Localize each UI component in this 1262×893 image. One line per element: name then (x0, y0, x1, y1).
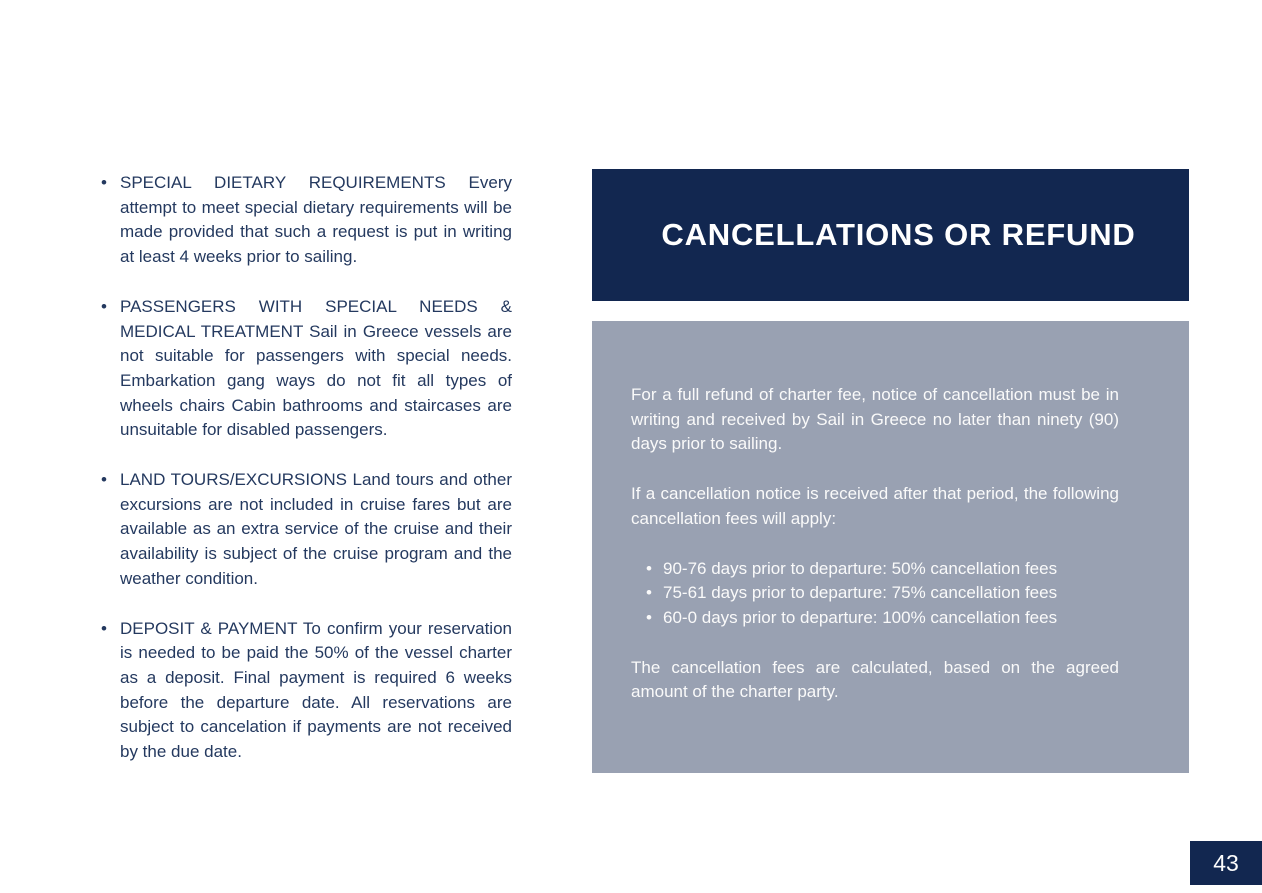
fee-text: 60-0 days prior to departure: 100% cancellation fees (663, 607, 1058, 627)
fee-list (631, 557, 1119, 631)
bullet-icon: • (646, 583, 652, 603)
term-text: PASSENGERS WITH SPECIAL NEEDS & MEDICAL TREATMENT Sail in Greece vessels are not suitable for passengers with special needs. Embarkation gang ways do not fit all types of wheels chairs Cabin bathrooms and staircases are unsuitable for disabled passengers. (120, 296, 512, 440)
term-text: SPECIAL DIETARY REQUIREMENTS Every attempt to meet special dietary requirements will be made provided that such a request is put in writing at least 4 weeks prior to sailing. (120, 173, 512, 267)
list-item (99, 171, 512, 270)
section-title: CANCELLATIONS OR REFUND (661, 217, 1136, 252)
bullet-icon: • (646, 607, 652, 627)
policy-paragraph-full-refund: For a full refund of charter fee, notice of cancellation must be in writing and received by Sail in Greece no later than ninety (90) days prior to sailing. (631, 385, 1119, 454)
list-item (99, 295, 512, 443)
policy-paragraph-after-period: If a cancellation notice is received after that period, the following cancellation fees will apply: (631, 484, 1119, 528)
fee-text: 75-61 days prior to departure: 75% cancellation fees (663, 583, 1058, 603)
fee-list-item (631, 557, 1119, 582)
list-item (99, 468, 512, 592)
bullet-icon: • (101, 470, 107, 490)
bullet-icon: • (101, 173, 107, 192)
policy-panel (592, 321, 1189, 773)
page-number-badge (1190, 841, 1262, 885)
bullet-icon: • (646, 558, 652, 578)
section-header-banner (592, 169, 1189, 301)
list-item (99, 617, 512, 765)
page-number: 43 (1213, 849, 1239, 876)
term-text: LAND TOURS/EXCURSIONS Land tours and other excursions are not included in cruise fares but are available as an extra service of the cruise and their availability is subject of the cruise program and the weather condition. (120, 470, 512, 588)
terms-list (99, 171, 512, 790)
bullet-icon: • (101, 618, 107, 638)
term-text: DEPOSIT & PAYMENT To confirm your reservation is needed to be paid the 50% of the vessel charter as a deposit. Final payment is required 6 weeks before the departure date. All reservations are subject to cancelation if payments are not received by the due date. (120, 618, 512, 762)
fee-list-item (631, 581, 1119, 606)
policy-paragraph-calculation: The cancellation fees are calculated, based on the agreed amount of the charter party. (631, 657, 1119, 702)
fee-text: 90-76 days prior to departure: 50% cancellation fees (663, 558, 1058, 578)
fee-list-item (631, 606, 1119, 631)
bullet-icon: • (101, 296, 107, 316)
